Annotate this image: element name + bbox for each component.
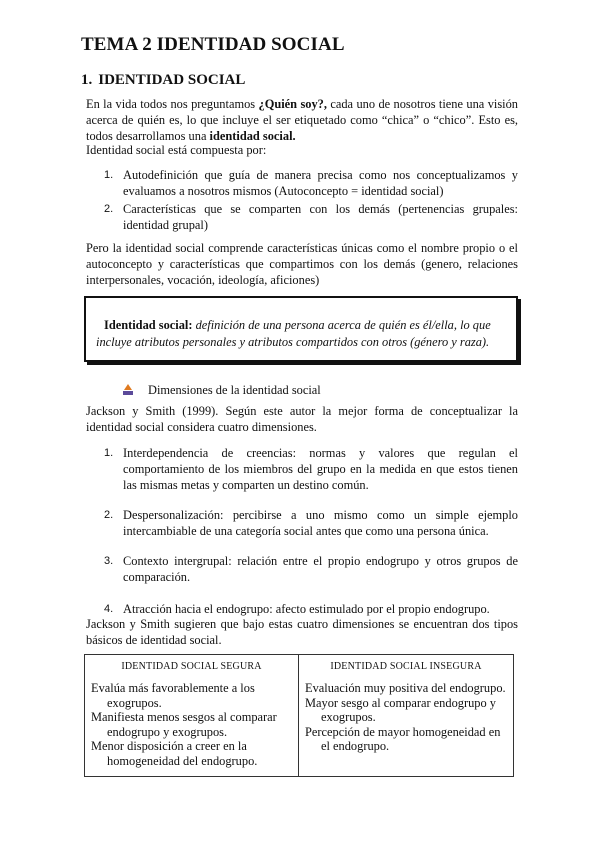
list-text: Contexto intergrupal: relación entre el propio endogrupo y otros grupos de comparación. bbox=[123, 554, 518, 584]
list-item bbox=[86, 445, 518, 493]
list-text: Autodefinición que guía de manera precisa como nos conceptualizamos y evaluamos a nosotros mismos (Autoconcepto = identidad social) bbox=[123, 168, 518, 198]
definition-box bbox=[84, 296, 518, 362]
list-number: 2. bbox=[104, 203, 114, 215]
section-title: IDENTIDAD SOCIAL bbox=[98, 72, 246, 88]
intro-question: ¿Quién soy?, bbox=[258, 97, 327, 111]
dimensions-heading-text: Dimensiones de la identidad social bbox=[148, 383, 321, 397]
dimensions-heading bbox=[122, 383, 321, 398]
dimensions-list bbox=[86, 445, 518, 631]
intro-text-2: cada uno de nosotros tiene una visión acerca de quién es, lo que incluye el ser etiquetado como “chica” o “chico”. Esto es, todos desarrollamos una bbox=[86, 97, 518, 143]
list-item bbox=[86, 507, 518, 539]
identity-comparison-table bbox=[84, 654, 514, 777]
section-heading bbox=[81, 72, 245, 89]
intro-paragraph bbox=[86, 96, 518, 144]
list-item bbox=[86, 167, 518, 199]
insegura-cell bbox=[299, 679, 514, 777]
table-row: Evaluación muy positiva del endogrupo. bbox=[305, 681, 506, 695]
intro-text-1: En la vida todos nos preguntamos bbox=[86, 97, 259, 111]
table-header-insegura: IDENTIDAD SOCIAL INSEGURA bbox=[299, 655, 514, 680]
list-text: Interdependencia de creencias: normas y valores que regulan el comportamiento de los miembros del grupo en la medida en que estos tienen las mismas metas y comparten un destino común. bbox=[123, 446, 518, 492]
table-row: Menor disposición a creer en la homogeneidad del endogrupo. bbox=[91, 739, 258, 768]
list-item bbox=[86, 601, 518, 617]
list-number: 1. bbox=[104, 447, 114, 459]
list-text: Despersonalización: percibirse a uno mismo como un simple ejemplo intercambiable de una categoría social antes que como una persona única. bbox=[123, 508, 518, 538]
sugieren-paragraph: Jackson y Smith sugieren que bajo estas cuatro dimensiones se encuentran dos tipos básicos de identidad social. bbox=[86, 617, 518, 647]
section-number: 1. bbox=[81, 72, 93, 88]
jackson-paragraph: Jackson y Smith (1999). Según este autor la mejor forma de conceptualizar la identidad social considera cuatro dimensiones. bbox=[86, 404, 518, 434]
table-row: Mayor sesgo al comparar endogrupo y exogrupos. bbox=[305, 695, 496, 724]
definition-term: Identidad social: bbox=[104, 318, 193, 332]
composition-intro: Identidad social está compuesta por: bbox=[86, 143, 267, 157]
list-item bbox=[86, 553, 518, 585]
list-number: 1. bbox=[104, 169, 114, 181]
pero-paragraph: Pero la identidad social comprende características únicas como el nombre propio o el autoconcepto y características que compartimos con los demás (genero, relaciones interpersonales, vocación, ideología, aficiones) bbox=[86, 241, 518, 287]
list-number: 4. bbox=[104, 603, 114, 615]
intro-identity-term: identidad social. bbox=[209, 129, 296, 143]
arrow-bullet-icon bbox=[122, 384, 134, 396]
list-text: Atracción hacia el endogrupo: afecto estimulado por el propio endogrupo. bbox=[123, 602, 490, 616]
list-number: 2. bbox=[104, 509, 114, 521]
table-row: Percepción de mayor homogeneidad en el endogrupo. bbox=[305, 724, 501, 753]
definition-text: definición de una persona acerca de quién es él/ella, lo que incluye atributos personales y atributos compartidos con otros (género y raza). bbox=[96, 318, 491, 349]
table-row: Evalúa más favorablemente a los exogrupos. bbox=[91, 681, 255, 710]
components-list bbox=[86, 167, 518, 235]
table-header-segura: IDENTIDAD SOCIAL SEGURA bbox=[85, 655, 299, 680]
list-number: 3. bbox=[104, 555, 114, 567]
document-title: TEMA 2 IDENTIDAD SOCIAL bbox=[81, 34, 345, 55]
list-item bbox=[86, 201, 518, 233]
table-row: Manifiesta menos sesgos al comparar endogrupo y exogrupos. bbox=[91, 710, 277, 739]
list-text: Características que se comparten con los demás (pertenencias grupales: identidad grupal) bbox=[123, 202, 518, 232]
segura-cell bbox=[85, 679, 299, 777]
